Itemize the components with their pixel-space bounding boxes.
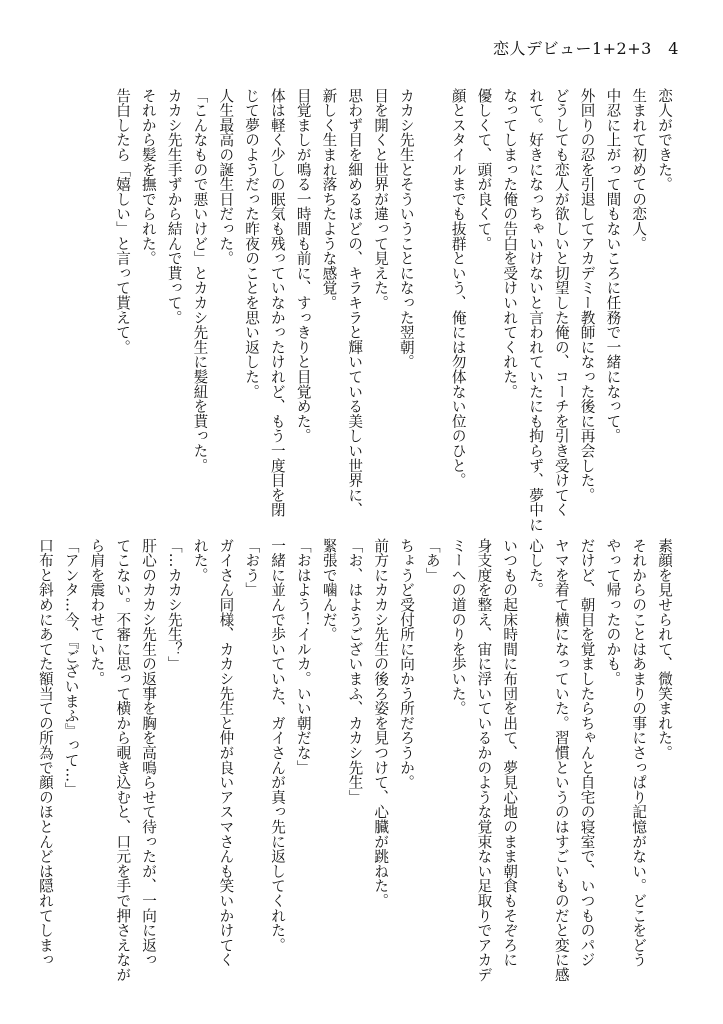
text-line: ヤマを着て横になっていた。習慣というのはすごいものだと変に感 bbox=[552, 538, 570, 982]
text-line: 口布と斜めにあてた額当ての所為で顔のほとんどは隠れてしまっ bbox=[36, 538, 54, 968]
text-line: カカシ先生手ずから結んで貰って。 bbox=[165, 88, 183, 325]
text-line: じて夢のようだった昨夜のことを思い返した。 bbox=[243, 88, 261, 399]
text-line: 体は軽く少しの眠気も残っていなかったけれど、もう一度目を閉 bbox=[268, 88, 286, 518]
text-line: 新しく生まれ落ちたような感覚。 bbox=[320, 88, 338, 310]
text-line: 緊張で噛んだ。 bbox=[320, 538, 338, 642]
text-line: てこない。不審に思って横から覗き込むと、口元を手で押さえなが bbox=[114, 538, 132, 982]
text-line: カカシ先生とそういうことになった翌朝。 bbox=[397, 88, 415, 370]
text-line: 一緒に並んで歩いていた、ガイさんが真っ先に返してくれた。 bbox=[269, 538, 287, 953]
text-line: 外回りの忍を引退してアカデミー教師になった後に再会した。 bbox=[578, 88, 596, 503]
text-line: 「こんなもので悪いけど」とカカシ先生に髪紐を貰った。 bbox=[191, 88, 209, 473]
text-line: ら肩を震わせていた。 bbox=[88, 538, 106, 686]
text-line: 「おう」 bbox=[243, 538, 261, 598]
text-line: だけど、朝目を覚ましたらちゃんと自宅の寝室で、いつものパジ bbox=[578, 538, 596, 968]
text-line: どうしても恋人が欲しいと切望した俺の、コーチを引き受けてく bbox=[552, 88, 570, 518]
text-line: 生まれて初めての恋人。 bbox=[630, 88, 648, 251]
text-line: 前方にカカシ先生の後ろ姿を見つけて、心臓が跳ねた。 bbox=[372, 538, 390, 908]
text-line: それから髪を撫でられた。 bbox=[139, 88, 157, 266]
text-line: 目を開くと世界が違って見えた。 bbox=[372, 88, 390, 310]
text-line: 顔とスタイルまでも抜群という、俺には勿体ない位のひと。 bbox=[449, 88, 467, 488]
text-line: 優しくて、頭が良くて。 bbox=[475, 88, 493, 251]
text-line: いつもの起床時間に布団を出て、夢見心地のまま朝食もそぞろに bbox=[501, 538, 519, 968]
text-line: なってしまった俺の告白を受けいれてくれた。 bbox=[501, 88, 519, 399]
text-line: ミーへの道のりを歩いた。 bbox=[449, 538, 467, 716]
text-line: 心した。 bbox=[527, 538, 545, 598]
text-line: 身支度を整え、宙に浮いているかのような覚束ない足取りでアカデ bbox=[475, 538, 493, 982]
running-head: 恋人デビュー1+2+3 4 bbox=[492, 39, 679, 58]
text-line: それからのことはあまりの事にさっぱり記憶がない。どこをどう bbox=[630, 538, 648, 968]
text-line: れて。好きになっちゃいけないと言われていたにも拘らず、夢中に bbox=[527, 88, 545, 532]
text-line: 肝心のカカシ先生の返事を胸を高鳴らせて待ったが、一向に返っ bbox=[140, 538, 158, 968]
text-line: 「あ」 bbox=[423, 538, 441, 583]
text-line: 素顔を見せられて、微笑まれた。 bbox=[656, 538, 673, 760]
text-line: 「…カカシ先生？」 bbox=[165, 538, 183, 672]
text-line: 「おはよう！イルカ。いい朝だな」 bbox=[294, 538, 312, 775]
text-line: 人生最高の誕生日だった。 bbox=[217, 88, 235, 266]
text-line: やって帰ったのかも。 bbox=[604, 538, 622, 686]
text-line: 目覚ましが鳴る一時間も前に、すっきりと目覚めた。 bbox=[294, 88, 312, 444]
text-block-bottom bbox=[32, 538, 677, 982]
text-line: 中忍に上がって間もないころに任務で一緒になって。 bbox=[604, 88, 622, 444]
text-line: 「お、はようございまふ、カカシ先生」 bbox=[346, 538, 364, 805]
text-line: 告白したら「嬉しい」と言って貰えて。 bbox=[114, 88, 132, 355]
text-line: 「アンタ…今、『ございまふ』って…」 bbox=[62, 538, 80, 798]
text-line: ちょうど受付所に向かう所だろうか。 bbox=[398, 538, 416, 790]
text-block-top bbox=[109, 88, 677, 532]
text-line: 恋人ができた。 bbox=[656, 88, 673, 192]
paragraph-gap bbox=[419, 88, 445, 480]
text-line: 思わず目を細めるほどの、キラキラと輝いている美しい世界に、 bbox=[346, 88, 364, 518]
text-line: ガイさん同様、カカシ先生と仲が良いアスマさんも笑いかけてく bbox=[217, 538, 235, 968]
text-line: れた。 bbox=[191, 538, 209, 583]
